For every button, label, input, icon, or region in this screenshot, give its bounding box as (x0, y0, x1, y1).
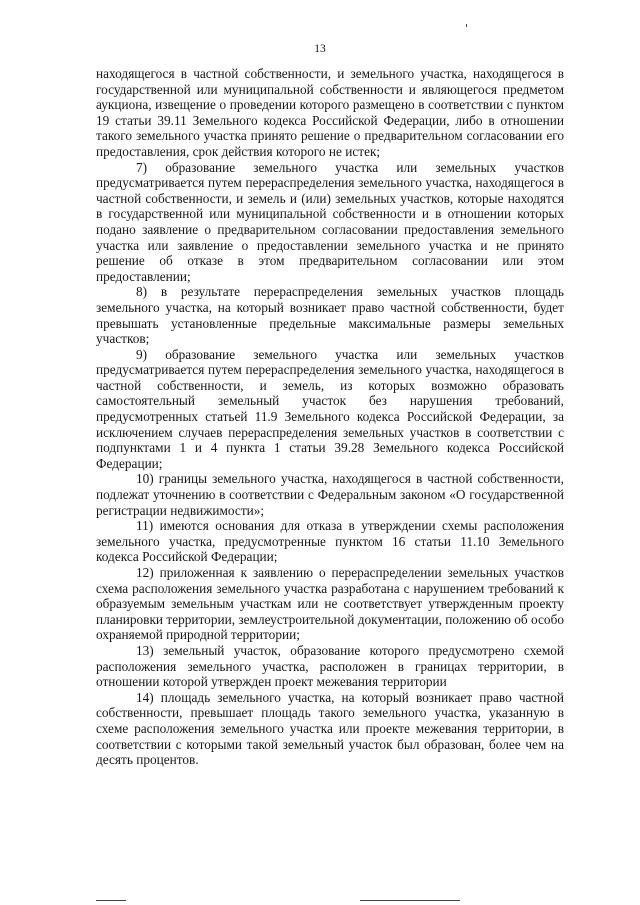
scan-artifact (96, 900, 126, 901)
scan-artifact (466, 24, 467, 27)
list-item-8: 8) в результате перераспределения земельных участков площадь земельного участка, на который возникает право частной собственности, будет превышать установленные предельные максимальные размеры земельных участков; (96, 284, 564, 347)
list-item-9: 9) образование земельного участка или земельных участков предусматривается путем перераспределения земельного участка, находящегося в частной собственности, и земель, из которых возможно образовать самостоятельный земельный участок без нарушения требований, предусмотренных статьей 11.9 Земельного кодекса Российской Федерации, за исключением случаев перераспределения земельных участков в соответствии с подпунктами 1 и 4 пункта 1 статьи 39.28 Земельного кодекса Российской Федерации; (96, 346, 564, 471)
list-item-11: 11) имеются основания для отказа в утверждении схемы расположения земельного участка, предусмотренные пунктом 16 статьи 11.10 Земельного кодекса Российской Федерации; (96, 518, 564, 565)
document-body (96, 66, 564, 768)
list-item-10: 10) границы земельного участка, находящегося в частной собственности, подлежат уточнению в соответствии с Федеральным законом «О государственной регистрации недвижимости»; (96, 471, 564, 518)
scan-artifact (360, 900, 460, 901)
list-item-7: 7) образование земельного участка или земельных участков предусматривается путем перераспределения земельного участка, находящегося в частной собственности, и земель и (или) земельных участков, которые находятся в государственной или муниципальной собственности и в отношении которых подано заявление о предварительном согласовании предоставления земельного участка или заявление о предоставлении земельного участка и не принято решение об отказе в этом предварительном согласовании или этом предоставлении; (96, 159, 564, 284)
paragraph-continuation: находящегося в частной собственности, и земельного участка, находящегося в государственной или муниципальной собственности и являющегося предметом аукциона, извещение о проведении которого размещено в соответствии с пунктом 19 статьи 39.11 Земельного кодекса Российской Федерации, либо в отношении такого земельного участка принято решение о предварительном согласовании его предоставления, срок действия которого не истек; (96, 66, 564, 159)
list-item-14: 14) площадь земельного участка, на который возникает право частной собственности, превышает площадь такого земельного участка, указанную в схеме расположения земельного участка или проекте межевания территории, в соответствии с которыми такой земельный участок был образован, более чем на десять процентов. (96, 689, 564, 768)
list-item-12: 12) приложенная к заявлению о перераспределении земельных участков схема расположения земельного участка разработана с нарушением требований к образуемым земельным участкам или не соответствует утвержденным проекту планировки территории, землеустроительной документации, положению об особо охраняемой природной территории; (96, 565, 564, 643)
list-item-13: 13) земельный участок, образование которого предусмотрено схемой расположения земельного участка, расположен в границах территории, в отношении которой утвержден проект межевания территории (96, 642, 564, 690)
page-number: 13 (314, 43, 326, 55)
